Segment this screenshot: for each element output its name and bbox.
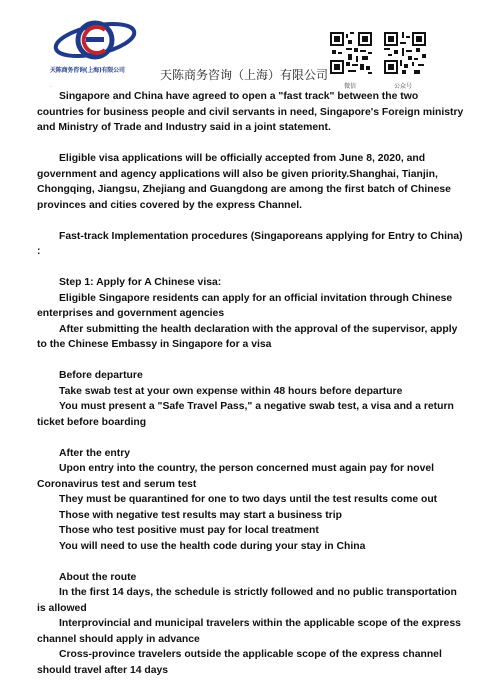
official-account-label: 公众号 <box>394 83 413 90</box>
route-item: Interprovincial and municipal travelers within the applicable scope of the express channel should apply in advance <box>37 618 461 645</box>
document-header <box>0 0 500 92</box>
after-entry-heading: After the entry <box>59 447 131 459</box>
official-account-qr-code <box>384 32 426 74</box>
after-entry-item: Upon entry into the country, the person concerned must again pay for novel Coronavirus test and serum test <box>37 463 435 490</box>
route-item: In the first 14 days, the schedule is strictly followed and no public transportation is allowed <box>37 587 457 614</box>
company-name: 天陈商务咨询（上海）有限公司 <box>160 68 329 82</box>
after-entry-item: Those with negative test results may start a business trip <box>59 509 342 521</box>
logo-text: 天陈商务咨询(上海)有限公司 <box>50 67 125 74</box>
step1-item: Eligible Singapore residents can apply for an official invitation through Chinese enterprises and government agencies <box>37 292 453 319</box>
paragraph-visa: Eligible visa applications will be officially accepted from June 8, 2020, and government and agency applications will also be given priority.Shanghai, Tianjin, Chongqing, Jiangsu, Zhejiang and Guangdong are among the first batch of Chinese provinces and cities covered by the express Channel. <box>37 153 451 211</box>
company-logo <box>50 10 140 72</box>
route-item: Cross-province travelers outside the applicable scope of the express channel should travel after 14 days <box>37 649 442 676</box>
before-departure-item: You must present a "Safe Travel Pass," a negative swab test, a visa and a return ticket before boarding <box>37 401 454 428</box>
wechat-qr-code <box>330 32 372 74</box>
after-entry-item: They must be quarantined for one to two days until the test results come out <box>59 494 438 505</box>
route-heading: About the route <box>59 571 137 583</box>
step1-heading: Step 1: Apply for A Chinese visa: <box>59 277 222 288</box>
wechat-label: 微信 <box>344 83 357 90</box>
step1-item: After submitting the health declaration with the approval of the supervisor, apply to the Chinese Embassy in Singapore for a visa <box>37 323 458 350</box>
before-departure-item: Take swab test at your own expense within 48 hours before departure <box>59 385 403 397</box>
paragraph-procedures: Fast-track Implementation procedures (Singaporeans applying for Entry to China) : <box>37 230 463 257</box>
paragraph-intro: Singapore and China have agreed to open a "fast track" between the two countries for business people and civil servants in need, Singapore's Foreign ministry and Ministry of Trade and Industry said in a joint statement. <box>37 91 464 133</box>
document-body <box>37 89 467 678</box>
marker-dot: · <box>50 84 52 90</box>
before-departure-heading: Before departure <box>59 370 143 381</box>
after-entry-item: You will need to use the health code during your stay in China <box>59 540 366 552</box>
after-entry-item: Those who test positive must pay for local treatment <box>59 525 319 536</box>
